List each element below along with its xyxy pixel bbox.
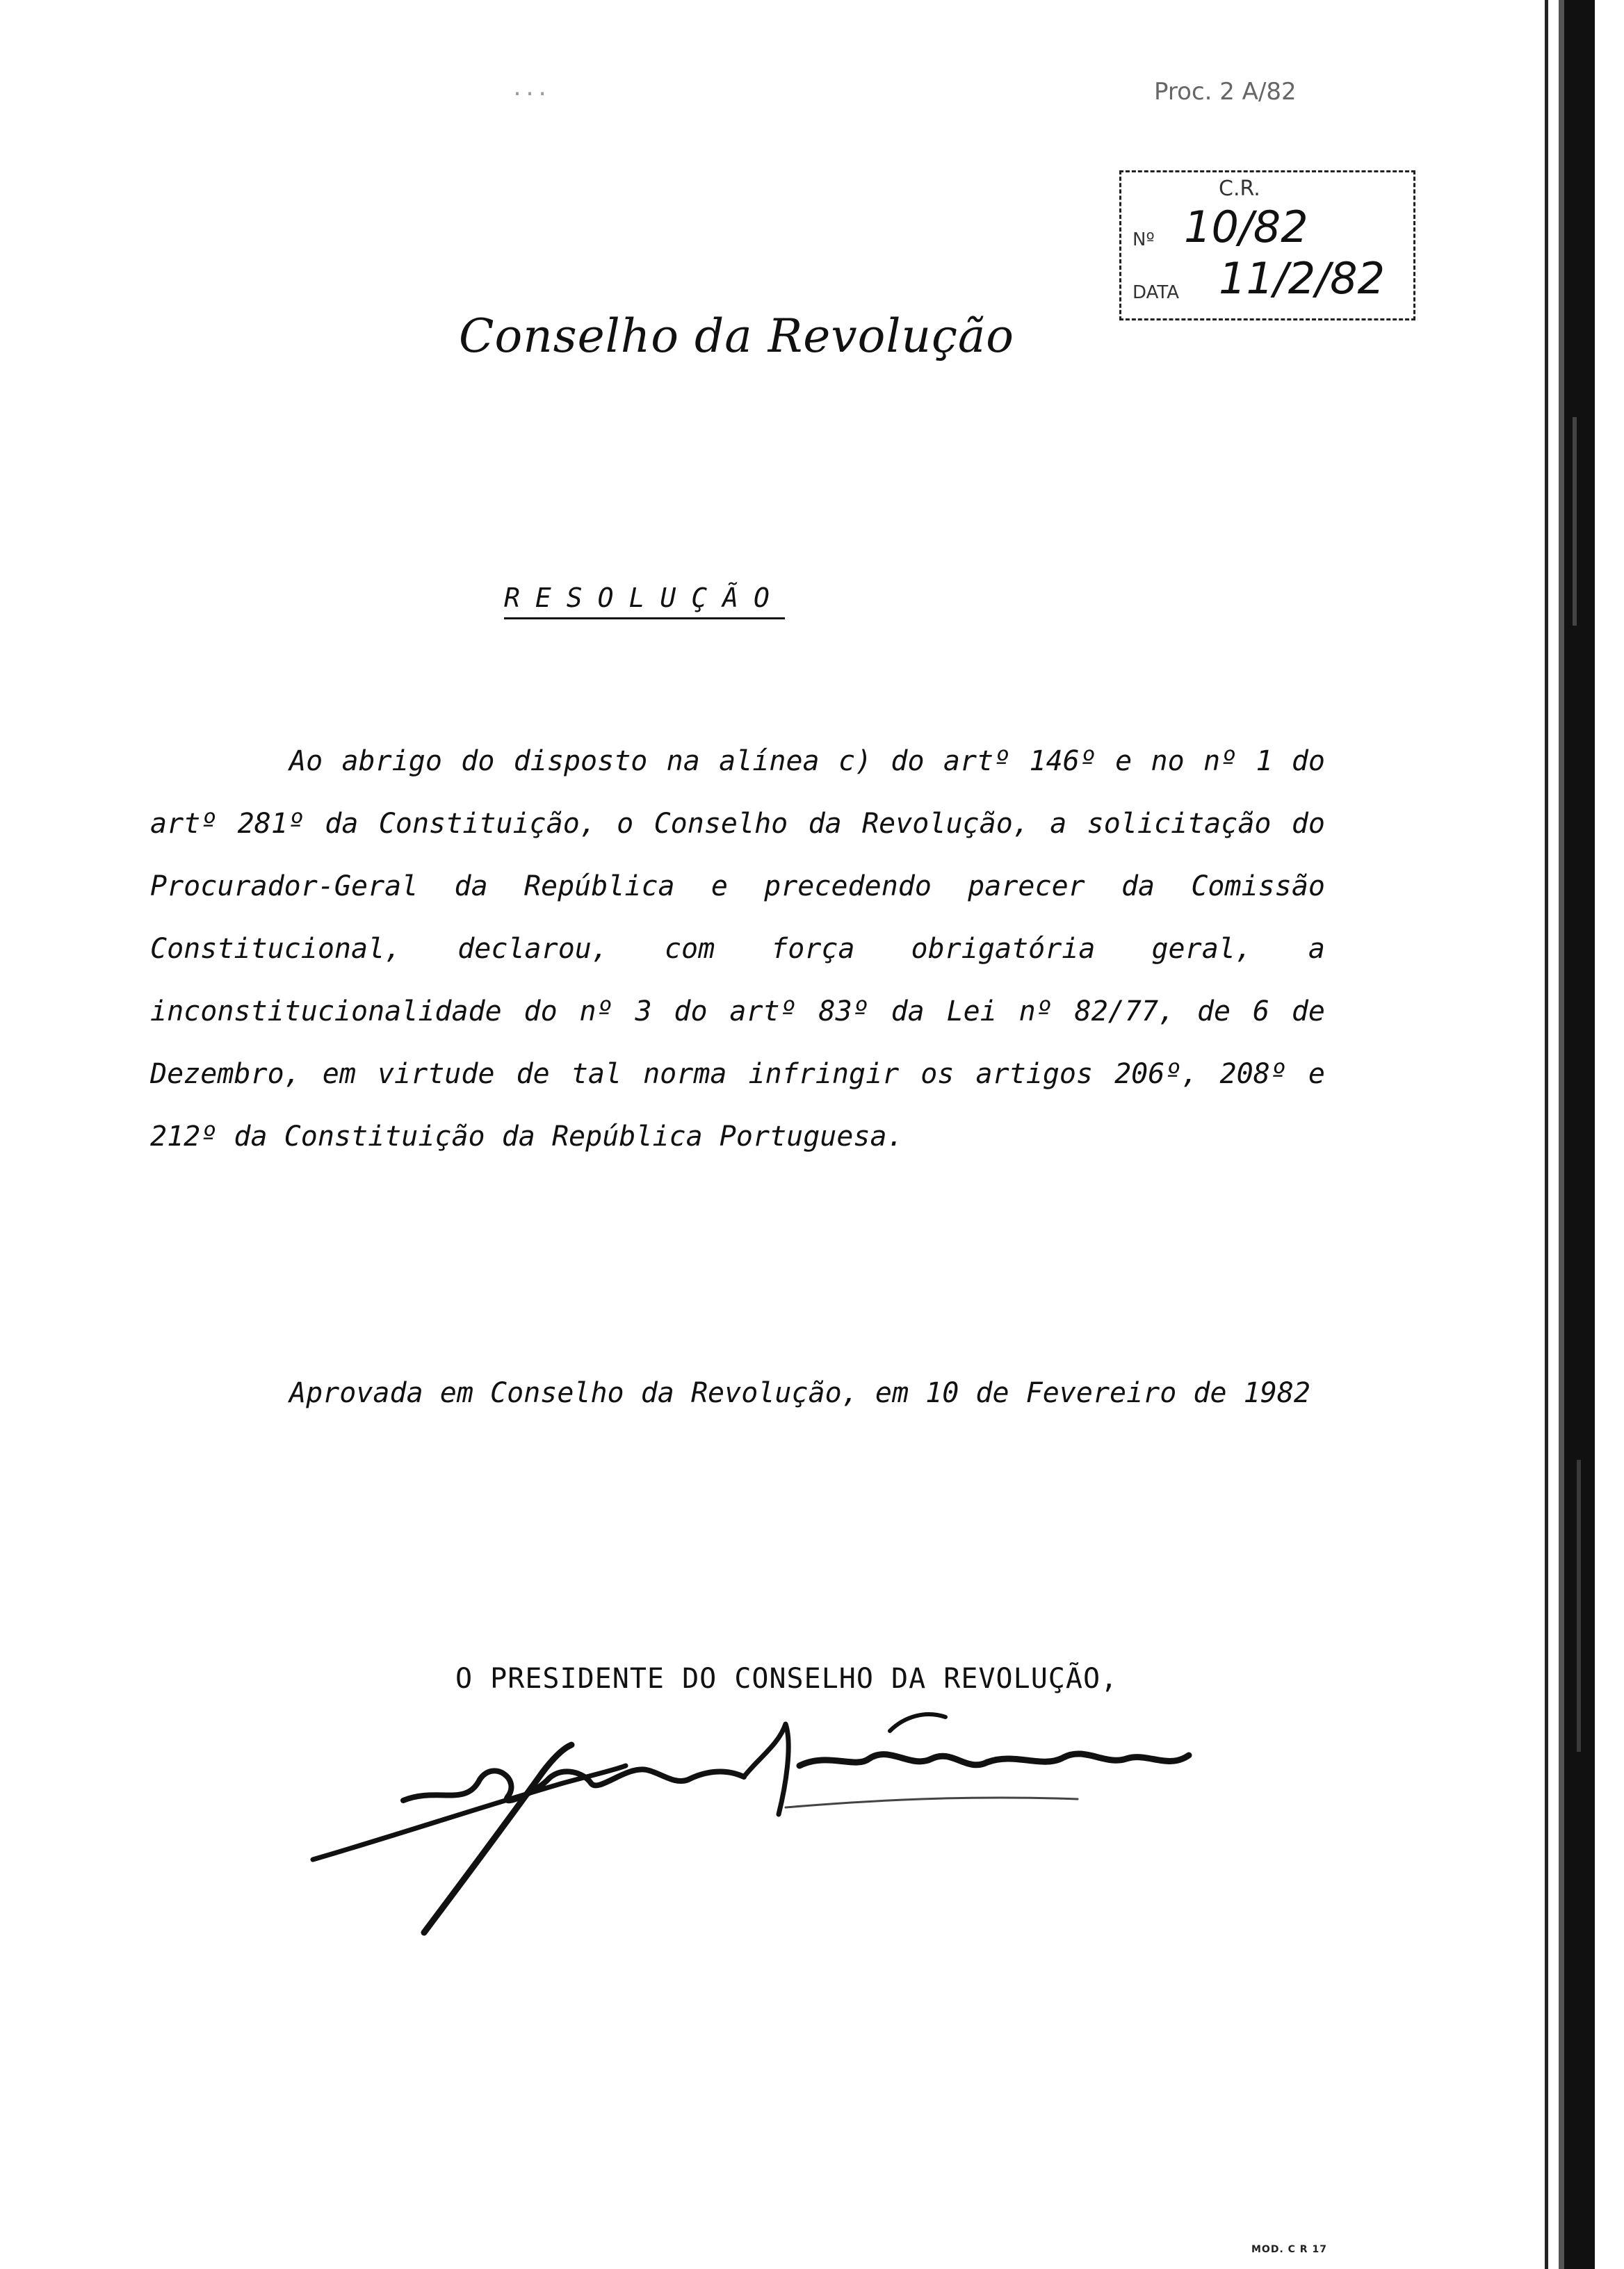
stamp-label-date: DATA: [1132, 282, 1179, 303]
form-code: MOD. C R 17: [1251, 2244, 1327, 2255]
stamp-label-cr: C.R.: [1219, 177, 1260, 201]
approval-statement: Aprovada em Conselho da Revolução, em 10 de Fevereiro de 1982: [289, 1377, 1311, 1409]
stamp-label-number: Nº: [1132, 229, 1155, 250]
stamp-date-value: 11/2/82: [1219, 253, 1386, 304]
scan-edge: [1545, 0, 1595, 2269]
letterhead: Conselho da Revolução: [459, 309, 1015, 363]
body-text: Ao abrigo do disposto na alínea c) do artº 146º e no nº 1 do artº 281º da Constituição, o Conselho da Revolução, a solicitação do Procurador-Geral da República e precedendo parecer da Comissão Constitucional, declarou, com força obrigatória geral, a inconstitucionalidade do nº 3 do artº 83º da Lei nº 82/77, de 6 de Dezembro, em virtude de tal norma infringir os artigos 206º, 208º e 212º da Constituição da República Portuguesa.: [150, 745, 1325, 1153]
faint-top-mark: ...: [511, 76, 549, 101]
registration-stamp: [1119, 170, 1415, 320]
resolution-body: [150, 730, 1325, 1168]
stamp-number-value: 10/82: [1184, 202, 1308, 252]
document-title: RESOLUÇÃO: [504, 583, 785, 619]
reference-number: Proc. 2 A/82: [1154, 78, 1297, 106]
signatory-title: O PRESIDENTE DO CONSELHO DA REVOLUÇÃO,: [455, 1663, 1119, 1695]
signature: [299, 1703, 1258, 1953]
